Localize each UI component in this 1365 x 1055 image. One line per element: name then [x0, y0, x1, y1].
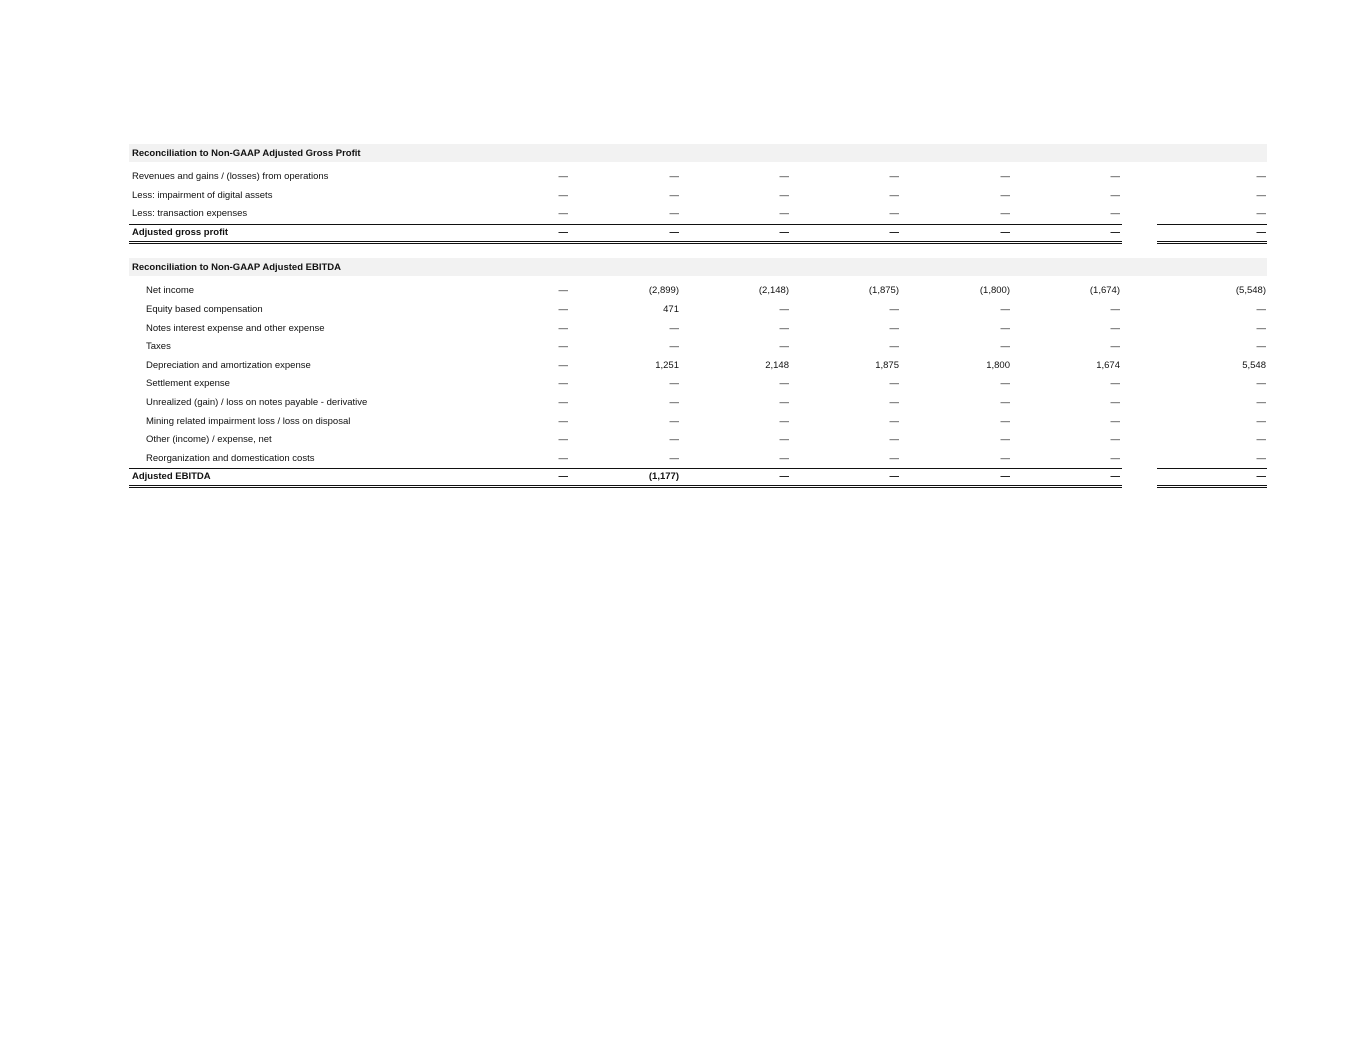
- value-cell: —: [1256, 322, 1266, 334]
- value-cell: —: [889, 471, 899, 483]
- value-cell: —: [779, 322, 789, 334]
- value-cell: 5,548: [1242, 359, 1266, 371]
- value-cell: —: [1110, 171, 1120, 182]
- value-cell: —: [1110, 396, 1120, 408]
- value-cell: —: [1110, 415, 1120, 427]
- value-cell: —: [779, 471, 789, 483]
- value-cell: —: [1000, 434, 1010, 446]
- value-cell: —: [669, 322, 679, 334]
- value-cell: —: [779, 208, 789, 220]
- row-label: Taxes: [146, 341, 171, 353]
- table-row: [129, 357, 1267, 376]
- value-cell: —: [779, 415, 789, 427]
- value-cell: —: [889, 415, 899, 427]
- value-cell: —: [558, 471, 568, 483]
- value-cell: —: [1000, 378, 1010, 390]
- value-cell: —: [1000, 303, 1010, 315]
- value-cell: —: [669, 396, 679, 408]
- table-row: [129, 187, 1267, 206]
- value-cell: 1,251: [655, 359, 679, 371]
- value-cell: (1,800): [979, 285, 1010, 297]
- value-cell: —: [779, 189, 789, 201]
- value-cell: —: [1000, 396, 1010, 408]
- value-cell: —: [1000, 208, 1010, 220]
- value-cell: —: [1256, 434, 1266, 446]
- table-row: [129, 394, 1267, 413]
- value-cell: —: [1256, 452, 1266, 464]
- value-cell: —: [779, 378, 789, 390]
- row-label: Other (income) / expense, net: [146, 434, 272, 446]
- value-cell: —: [1000, 171, 1010, 182]
- value-cell: 1,800: [986, 359, 1010, 371]
- value-cell: —: [1110, 452, 1120, 464]
- value-cell: —: [669, 415, 679, 427]
- table-row: [129, 338, 1267, 357]
- value-cell: —: [558, 452, 568, 464]
- value-cell: —: [889, 171, 899, 182]
- value-cell: —: [1256, 171, 1266, 182]
- value-cell: —: [779, 226, 789, 238]
- value-cell: —: [669, 341, 679, 353]
- value-cell: —: [889, 378, 899, 390]
- value-cell: —: [558, 189, 568, 201]
- value-cell: —: [1256, 471, 1266, 483]
- value-cell: —: [1000, 189, 1010, 201]
- value-cell: —: [558, 303, 568, 315]
- row-label: Net income: [146, 285, 195, 297]
- total-label: Adjusted gross profit: [132, 226, 229, 238]
- value-cell: —: [1256, 303, 1266, 315]
- value-cell: 2,148: [765, 359, 789, 371]
- value-cell: —: [669, 226, 679, 238]
- value-cell: —: [1110, 471, 1120, 483]
- value-cell: —: [1000, 452, 1010, 464]
- value-cell: —: [1110, 322, 1120, 334]
- total-row: [129, 224, 1267, 243]
- value-cell: —: [1110, 341, 1120, 353]
- value-cell: —: [1256, 396, 1266, 408]
- table-row: [129, 431, 1267, 450]
- section-header: Reconciliation to Non-GAAP Adjusted EBITDA: [129, 258, 1267, 276]
- row-label: Reorganization and domestication costs: [146, 452, 315, 464]
- value-cell: —: [889, 452, 899, 464]
- value-cell: (5,548): [1235, 285, 1266, 297]
- total-double-rule: [1157, 485, 1267, 488]
- value-cell: —: [558, 322, 568, 334]
- value-cell: 1,674: [1096, 359, 1120, 371]
- value-cell: —: [669, 171, 679, 182]
- subtotal-rule: [129, 224, 1122, 225]
- value-cell: 471: [663, 303, 679, 315]
- row-label: Equity based compensation: [146, 303, 263, 315]
- value-cell: —: [558, 208, 568, 220]
- value-cell: —: [669, 378, 679, 390]
- row-label: Less: impairment of digital assets: [132, 189, 273, 201]
- value-cell: —: [1110, 189, 1120, 201]
- value-cell: —: [558, 171, 568, 182]
- value-cell: —: [889, 434, 899, 446]
- row-label: Revenues and gains / (losses) from operations: [132, 171, 329, 182]
- table-row: [129, 282, 1267, 301]
- value-cell: —: [1110, 303, 1120, 315]
- gross-profit-section: [129, 144, 1267, 242]
- value-cell: —: [889, 303, 899, 315]
- value-cell: —: [779, 171, 789, 182]
- row-label: Settlement expense: [146, 378, 230, 390]
- value-cell: —: [779, 452, 789, 464]
- subtotal-rule: [1157, 224, 1267, 225]
- value-cell: —: [779, 434, 789, 446]
- value-cell: —: [1256, 208, 1266, 220]
- subtotal-rule: [1157, 468, 1267, 469]
- value-cell: —: [558, 226, 568, 238]
- value-cell: —: [558, 359, 568, 371]
- value-cell: —: [1256, 341, 1266, 353]
- value-cell: —: [779, 341, 789, 353]
- table-row: [129, 301, 1267, 320]
- table-row: [129, 375, 1267, 394]
- table-row: [129, 205, 1267, 224]
- value-cell: —: [558, 378, 568, 390]
- value-cell: —: [558, 285, 568, 297]
- value-cell: —: [889, 322, 899, 334]
- total-row: [129, 468, 1267, 487]
- value-cell: (2,148): [758, 285, 789, 297]
- value-cell: —: [1256, 378, 1266, 390]
- value-cell: —: [1110, 434, 1120, 446]
- total-label: Adjusted EBITDA: [132, 471, 211, 483]
- value-cell: —: [1000, 226, 1010, 238]
- table-row: [129, 320, 1267, 339]
- total-double-rule: [1157, 241, 1267, 244]
- value-cell: —: [669, 189, 679, 201]
- table-row: [129, 413, 1267, 432]
- value-cell: 1,875: [875, 359, 899, 371]
- row-label: Notes interest expense and other expense: [146, 322, 325, 334]
- value-cell: —: [1000, 415, 1010, 427]
- value-cell: —: [1110, 208, 1120, 220]
- section-header: Reconciliation to Non-GAAP Adjusted Gross Profit: [129, 144, 1267, 162]
- table-row: [129, 168, 1267, 187]
- value-cell: —: [1256, 189, 1266, 201]
- value-cell: —: [558, 341, 568, 353]
- value-cell: —: [558, 434, 568, 446]
- value-cell: —: [1000, 471, 1010, 483]
- value-cell: —: [889, 396, 899, 408]
- value-cell: (1,177): [648, 471, 679, 483]
- value-cell: —: [558, 415, 568, 427]
- row-label: Unrealized (gain) / loss on notes payable - derivative: [146, 396, 368, 408]
- value-cell: —: [779, 396, 789, 408]
- value-cell: —: [889, 189, 899, 201]
- value-cell: —: [889, 226, 899, 238]
- value-cell: (1,674): [1089, 285, 1120, 297]
- value-cell: —: [889, 341, 899, 353]
- value-cell: —: [558, 396, 568, 408]
- value-cell: —: [1110, 378, 1120, 390]
- value-cell: (2,899): [648, 285, 679, 297]
- value-cell: (1,875): [868, 285, 899, 297]
- value-cell: —: [669, 208, 679, 220]
- value-cell: —: [1256, 226, 1266, 238]
- value-cell: —: [669, 434, 679, 446]
- financial-statement-sheet: [129, 144, 1267, 487]
- ebitda-section: [129, 258, 1267, 487]
- row-label: Depreciation and amortization expense: [146, 359, 311, 371]
- value-cell: —: [889, 208, 899, 220]
- table-row: [129, 450, 1267, 469]
- value-cell: —: [669, 452, 679, 464]
- value-cell: —: [1000, 322, 1010, 334]
- value-cell: —: [1000, 341, 1010, 353]
- value-cell: —: [779, 303, 789, 315]
- subtotal-rule: [129, 468, 1122, 469]
- value-cell: —: [1256, 415, 1266, 427]
- row-label: Mining related impairment loss / loss on disposal: [146, 415, 351, 427]
- value-cell: —: [1110, 226, 1120, 238]
- total-double-rule: [129, 485, 1122, 488]
- total-double-rule: [129, 241, 1122, 244]
- row-label: Less: transaction expenses: [132, 208, 248, 220]
